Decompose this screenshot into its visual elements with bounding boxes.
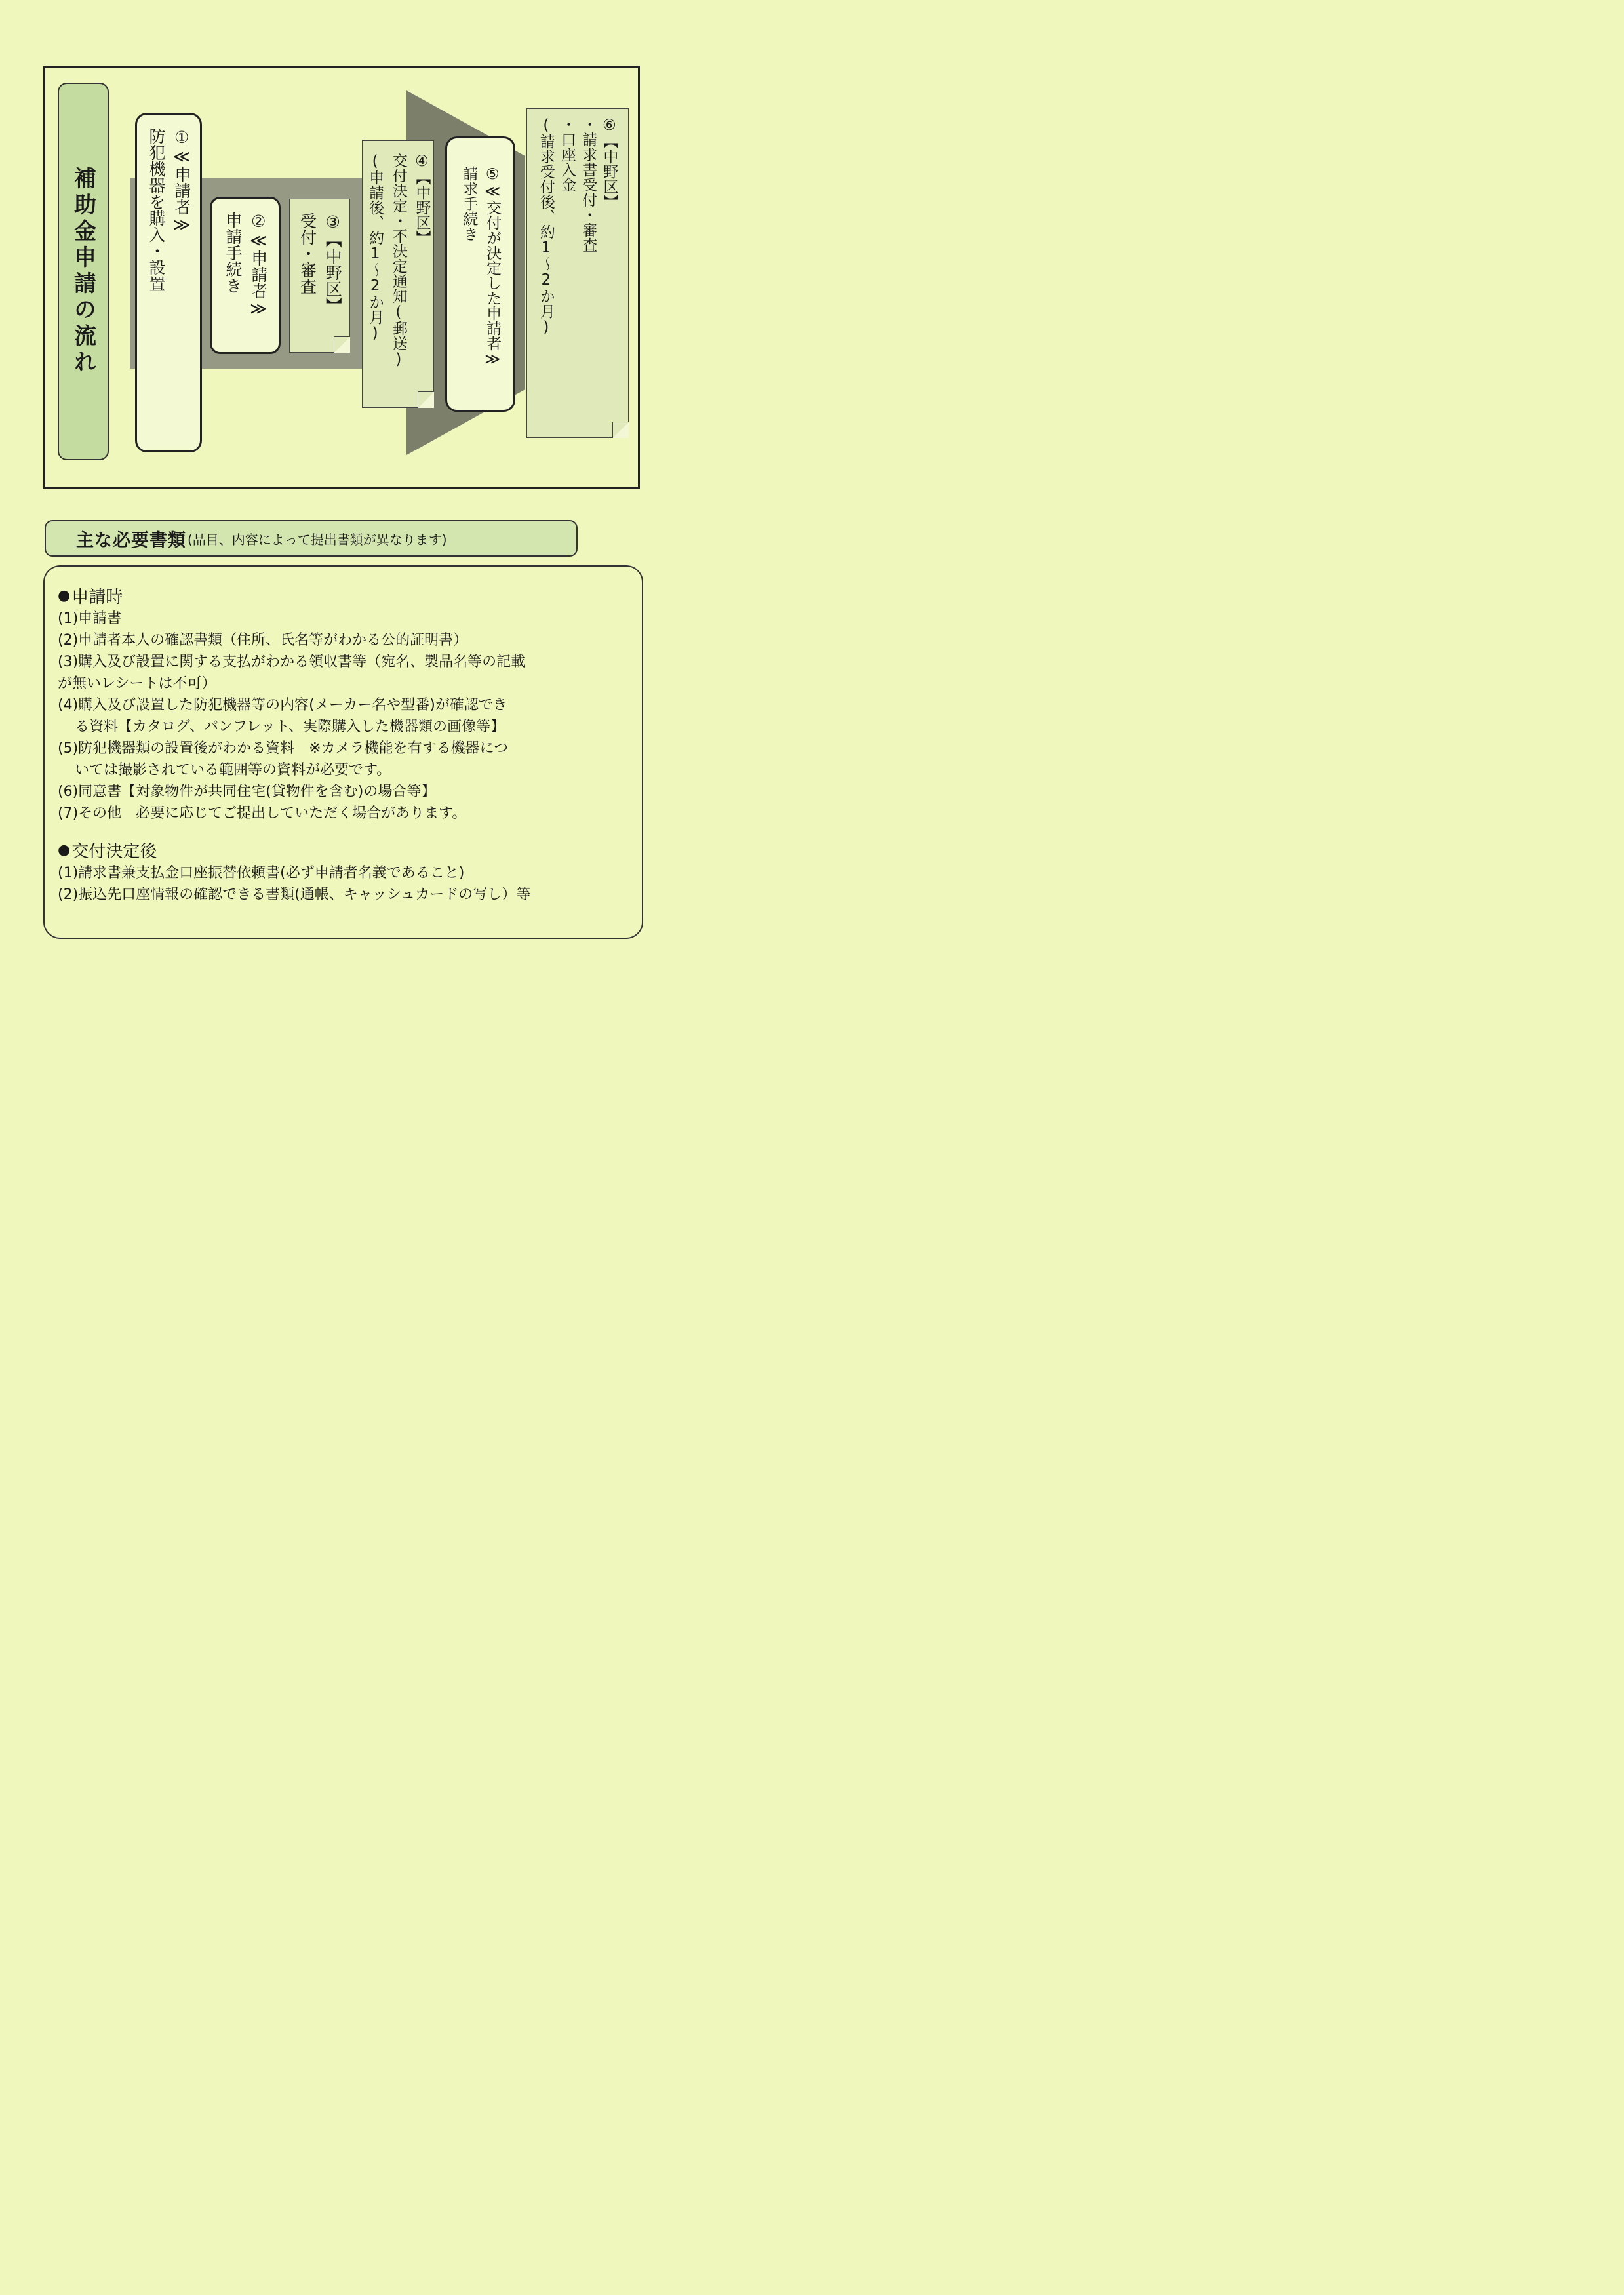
- section-application: [58, 584, 635, 824]
- step-4-heading: ④【中野区】: [413, 153, 431, 245]
- page-fold-icon: [612, 422, 629, 438]
- list-item: (3)購入及び設置に関する支払がわかる領収書等（宛名、製品名等の記載: [58, 654, 526, 670]
- step-4-note-text: (申請後、約1～2か月): [366, 153, 384, 342]
- step-4-text: [363, 153, 433, 368]
- documents-header: [45, 520, 578, 557]
- list-item: (7)その他 必要に応じてご提出していただく場合があります。: [58, 805, 467, 822]
- list-item: (6)同意書【対象物件が共同住宅(貸物件を含む)の場合等】: [58, 784, 436, 800]
- step-6-note-text: (請求受付後、約1～2か月): [537, 117, 555, 336]
- step-1-heading: ①≪申請者≫: [172, 128, 191, 234]
- step-5-text: [457, 166, 504, 368]
- list-item: いては撮影されている範囲等の資料が必要です。: [75, 762, 391, 778]
- step-1-box: [135, 113, 202, 452]
- flow-title-box: [58, 83, 109, 460]
- page-fold-icon: [334, 336, 350, 353]
- list-item: (4)購入及び設置した防犯機器等の内容(メーカー名や型番)が確認でき: [58, 697, 507, 713]
- section-after-decision: [58, 838, 635, 906]
- list-item: (2)振込先口座情報の確認できる書類(通帳、キャッシュカードの写し）等: [58, 887, 531, 903]
- list-item: (2)申請者本人の確認書類（住所、氏名等がわかる公的証明書）: [58, 632, 468, 649]
- step-3-detail: 受付・審査: [298, 212, 317, 294]
- section-title: 申請時: [71, 588, 123, 607]
- section-heading: [58, 584, 635, 608]
- step-6-item-1: ・請求書受付・審査: [580, 117, 597, 252]
- step-3-text: [294, 212, 346, 313]
- list-item: (1)申請書: [58, 610, 122, 627]
- documents-list-box: [43, 565, 643, 939]
- step-1-detail: 防犯機器を購入・設置: [147, 128, 166, 292]
- section-title: 交付決定後: [71, 842, 157, 862]
- step-2-box: [210, 197, 281, 354]
- list-item: (5)防犯機器類の設置後がわかる資料 ※カメラ機能を有する機器につ: [58, 740, 509, 757]
- step-4-detail: 交付決定・不決定通知(郵送): [389, 153, 407, 368]
- list-item: が無いレシートは不可）: [58, 675, 216, 692]
- documents-subtitle: (品目、内容によって提出書類が異なります): [188, 531, 447, 548]
- step-1-text: [143, 128, 194, 292]
- step-6-text: [536, 117, 620, 336]
- step-4-note: [362, 140, 434, 408]
- step-3-heading: ③【中野区】: [323, 212, 343, 313]
- bullet-icon: ●: [58, 842, 71, 858]
- flow-title: 補助金申請の流れ: [69, 167, 96, 376]
- step-5-detail: 請求手続き: [460, 166, 478, 241]
- page-fold-icon: [418, 391, 434, 408]
- section-heading: [58, 838, 635, 862]
- step-5-box: [445, 136, 515, 412]
- bullet-icon: ●: [58, 588, 71, 604]
- step-2-heading: ②≪申請者≫: [248, 212, 268, 318]
- step-6-item-2: ・口座入金: [559, 117, 576, 192]
- step-6-note: [526, 108, 629, 438]
- documents-title: 主な必要書類: [76, 530, 186, 551]
- step-2-text: [220, 212, 271, 318]
- step-6-heading: ⑥【中野区】: [601, 117, 618, 209]
- step-5-heading: ⑤≪交付が決定した申請者≫: [484, 166, 502, 368]
- list-item: (1)請求書兼支払金口座振替依頼書(必ず申請者名義であること): [58, 865, 465, 881]
- list-item: る資料【カタログ、パンフレット、実際購入した機器類の画像等】: [75, 719, 505, 735]
- step-2-detail: 申請手続き: [224, 212, 243, 294]
- step-3-note: [289, 199, 350, 353]
